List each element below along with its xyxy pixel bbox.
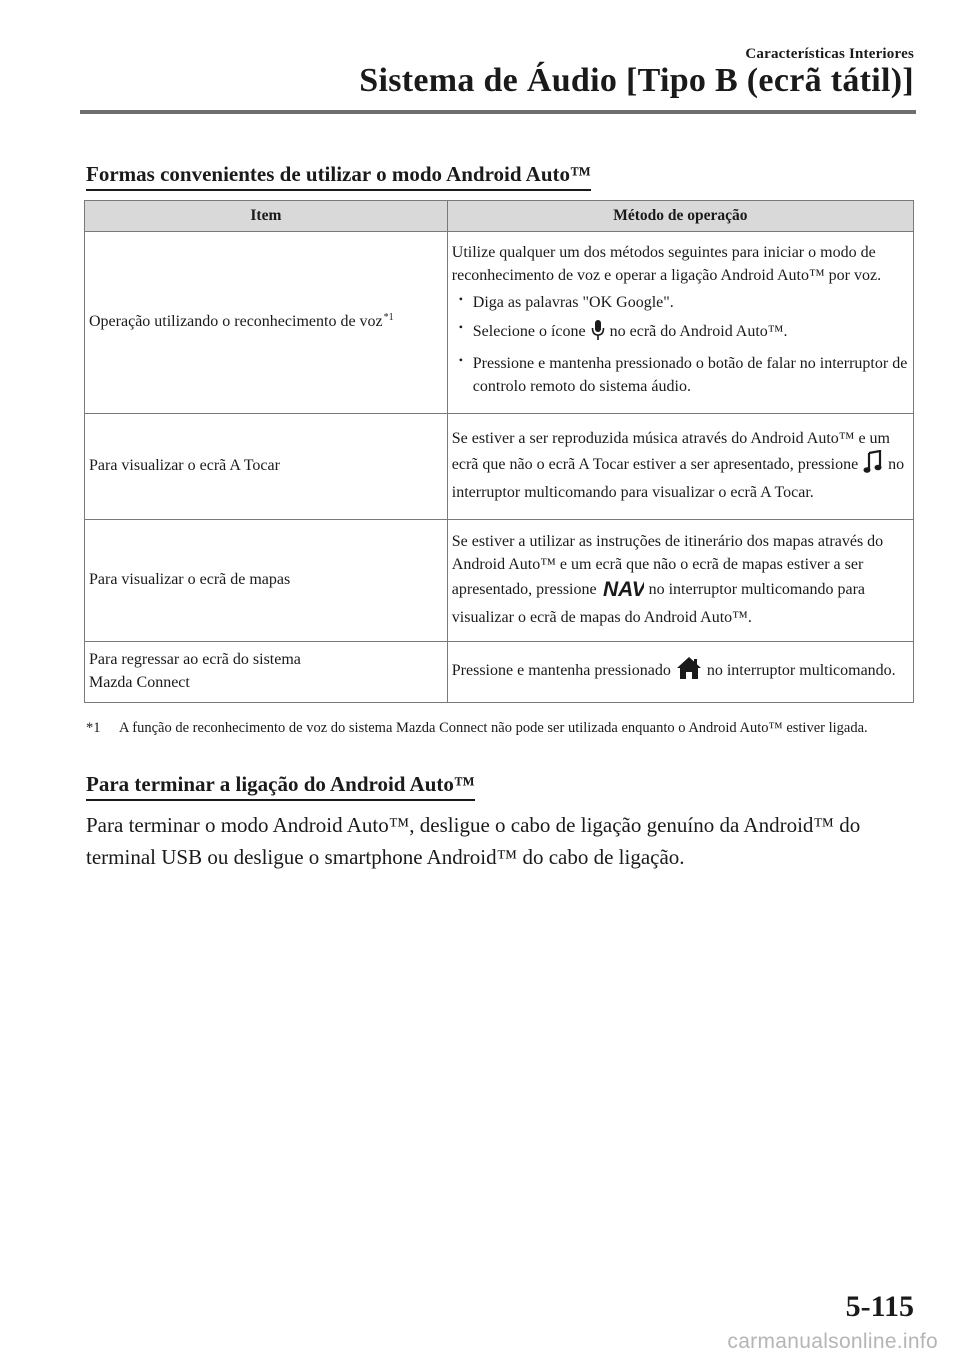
method-text: no interruptor multicomando.: [706, 661, 896, 679]
table-header-row: [85, 201, 914, 232]
footnote-text: A função de reconhecimento de voz do sistema Mazda Connect não pode ser utilizada enquanto o Android Auto™ estiver ligada.: [119, 720, 868, 736]
item-label: Operação utilizando o reconhecimento de voz: [89, 312, 383, 330]
method-text: Se estiver a utilizar as instruções de itinerário dos mapas através do Android Auto™ e um ecrã que não o ecrã de mapas estiver a ser apresentado, pressione: [451, 533, 884, 598]
footnote: [86, 718, 916, 739]
header-divider: [80, 110, 916, 114]
table-cell-item: [85, 232, 448, 414]
bullet-text: Pressione e mantenha pressionado o botão de falar no interruptor de controlo remoto do sistema áudio.: [472, 354, 908, 395]
table-row: [85, 232, 914, 414]
table-cell-item: [85, 642, 448, 703]
table-cell-method: [447, 642, 913, 703]
nav-icon: [602, 577, 644, 606]
chapter-subtitle: Características Interiores: [745, 46, 914, 62]
method-text: no interruptor multicomando para visualizar o ecrã de mapas do Android Auto™.: [451, 580, 865, 626]
method-intro: Utilize qualquer um dos métodos seguintes para iniciar o modo de reconhecimento de voz e operar a ligação Android Auto™ por voz.: [451, 243, 882, 285]
section-heading: Formas convenientes de utilizar o modo Android Auto™: [86, 162, 591, 191]
column-header-item: Item: [85, 201, 448, 232]
bullet-text: Diga as palavras "OK Google".: [472, 294, 674, 312]
table-row: [85, 520, 914, 642]
svg-text:NAV: NAV: [602, 577, 644, 599]
subsection-heading: Para terminar a ligação do Android Auto™: [86, 772, 475, 801]
bullet-text: Selecione o ícone: [472, 322, 586, 340]
method-bullet-list: [452, 291, 909, 398]
footnote-reference: *1: [383, 311, 394, 323]
item-label: Para regressar ao ecrã do sistema: [89, 651, 301, 668]
list-item: [452, 319, 909, 348]
page-title: Sistema de Áudio [Tipo B (ecrã tátil)]: [359, 62, 914, 99]
table-cell-item: [85, 520, 448, 642]
table-cell-method: [447, 520, 913, 642]
page-number: 5-115: [845, 1290, 914, 1323]
method-text: Se estiver a ser reproduzida música através do Android Auto™ e um ecrã que não o ecrã A Tocar estiver a ser apresentado, pressione: [451, 429, 890, 473]
bullet-text: no ecrã do Android Auto™.: [609, 322, 788, 340]
table-cell-method: [447, 414, 913, 520]
operations-table: [84, 200, 914, 703]
item-label: Mazda Connect: [89, 674, 190, 692]
method-text: no interruptor multicomando para visualizar o ecrã A Tocar.: [451, 455, 905, 502]
item-label: Para visualizar o ecrã A Tocar: [89, 456, 280, 474]
column-header-method: Método de operação: [447, 201, 913, 232]
list-item: [452, 291, 909, 314]
item-label: Para visualizar o ecrã de mapas: [89, 570, 291, 588]
footnote-mark: *1: [86, 720, 101, 736]
home-icon: [676, 656, 702, 687]
list-item: [452, 352, 909, 398]
table-cell-method: [447, 232, 913, 414]
music-note-icon: [863, 450, 883, 481]
table-row: [85, 414, 914, 520]
method-text: Pressione e mantenha pressionado: [451, 661, 671, 679]
microphone-icon: [591, 319, 605, 348]
body-paragraph: Para terminar o modo Android Auto™, desligue o cabo de ligação genuíno da Android™ do terminal USB ou desligue o smartphone Android™ do cabo de ligação.: [86, 813, 861, 869]
table-cell-item: [85, 414, 448, 520]
table-row: [85, 642, 914, 703]
watermark: carmanualsonline.info: [727, 1330, 938, 1353]
